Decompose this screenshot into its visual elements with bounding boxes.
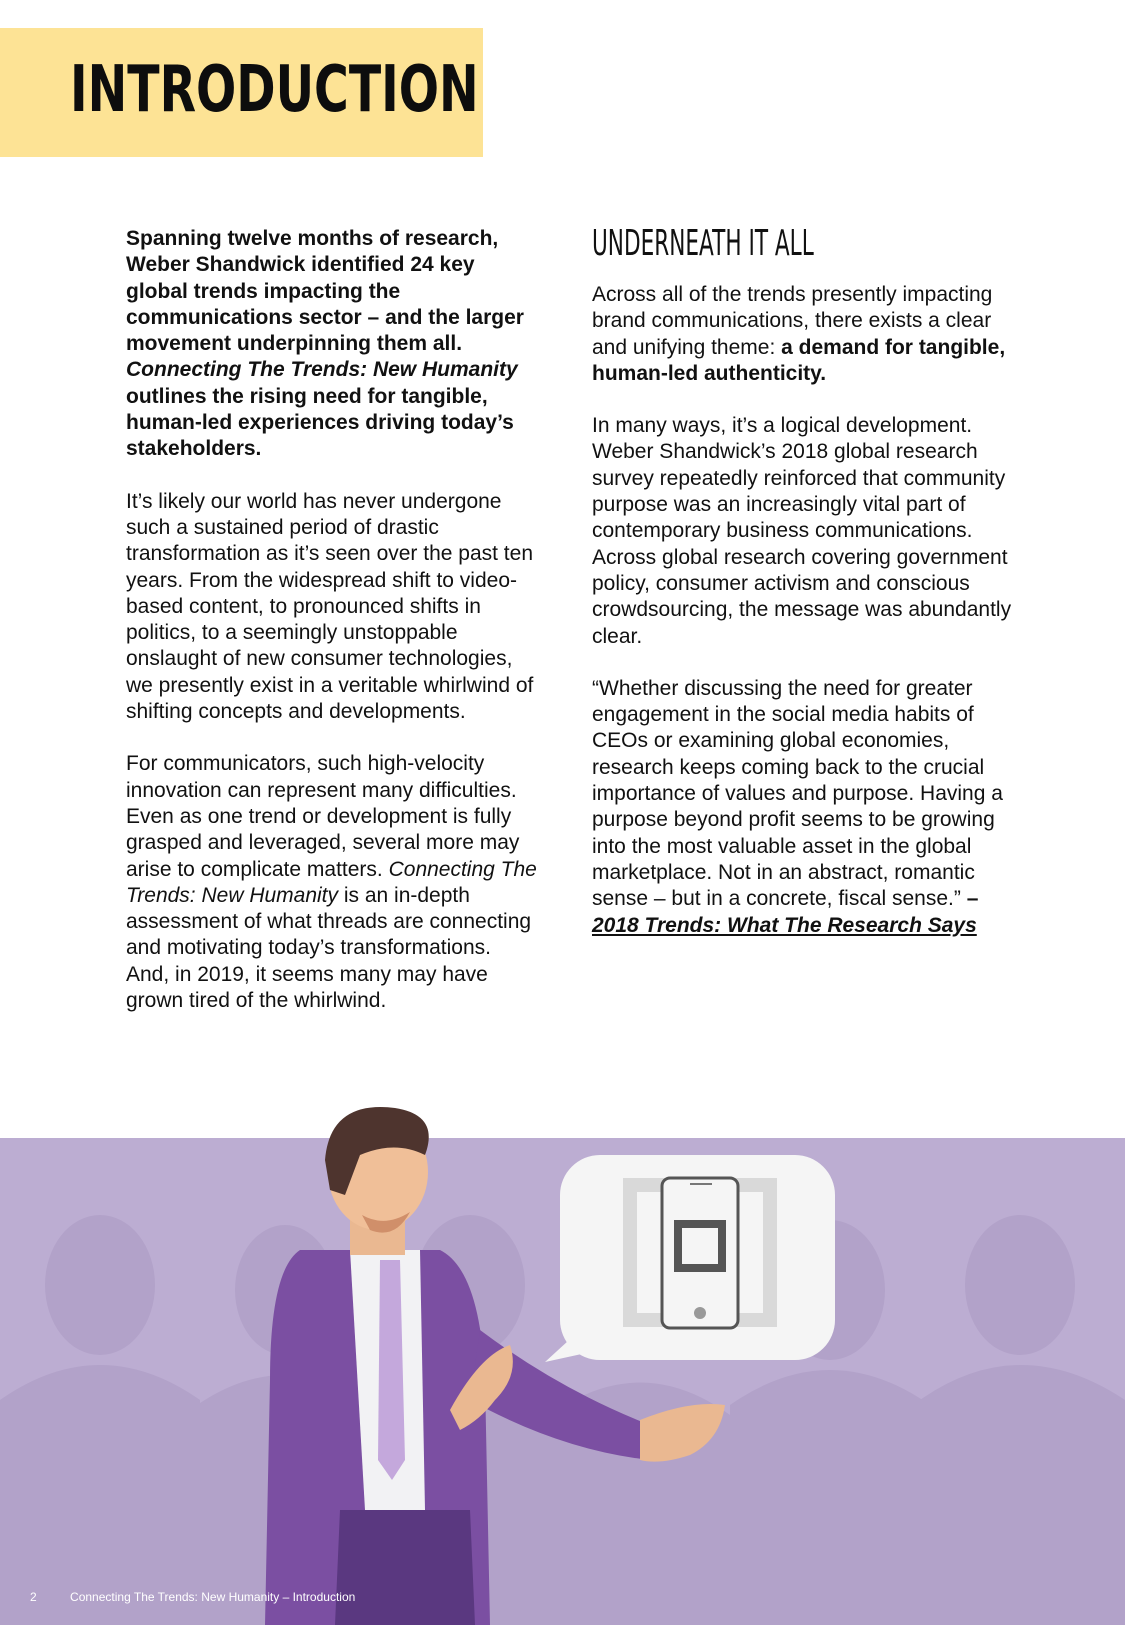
- section-heading: UNDERNEATH IT ALL: [592, 223, 814, 264]
- footer: [30, 1590, 385, 1604]
- right-p1-emphasis: a demand for tangible, human-led authenticity.: [592, 335, 1006, 385]
- page-title: INTRODUCTION: [70, 53, 479, 127]
- lead-text-c: outlines the rising need for tangible, human-led experiences driving today’s stakeholders.: [126, 384, 514, 461]
- right-paragraph-2: In many ways, it’s a logical development. Weber Shandwick’s 2018 global research survey repeatedly reinforced that community purpose was an increasingly vital part of contemporary business communications. Across global research covering government policy, consumer activism and conscious crowdsourcing, the message was abundantly clear.: [592, 414, 1012, 648]
- right-paragraph-1: [592, 282, 1022, 387]
- quote-citation-link[interactable]: 2018 Trends: What The Research Says: [592, 913, 977, 937]
- left-p3-text-c: is an in-depth assessment of what threads are connecting and motivating today’s transformations. And, in 2019, it seems many may have grown tired of the whirlwind.: [126, 883, 532, 1013]
- right-column: [592, 223, 1022, 965]
- lead-paragraph: [126, 226, 538, 463]
- left-paragraph-2: It’s likely our world has never undergone such a sustained period of drastic transformation as it’s seen over the past ten years. From the widespread shift to video-based content, to pronounced shifts in politics, to a seemingly unstoppable onslaught of new consumer technologies, we presently exist in a veritable whirlwind of shifting concepts and developments.: [126, 489, 534, 724]
- left-p3-text-a: For communicators, such high-velocity innovation can represent many difficulties. Even as one trend or development is fully grasped and leveraged, several more may arise to complicate matters.: [126, 752, 520, 881]
- quote-paragraph: [592, 676, 1022, 939]
- left-p3-report-title: Connecting The Trends: New Humanity: [126, 857, 537, 907]
- quote-dash: –: [960, 887, 979, 911]
- left-column: [126, 226, 538, 1040]
- quote-text: “Whether discussing the need for greater engagement in the social media habits of CEOs or examining global economies, research keeps coming back to the crucial importance of values and purpose. Having a purpose beyond profit seems to be growing into the most valuable asset in the global marketplace. Not in an abstract, romantic sense – but in a concrete, fiscal sense.”: [592, 676, 1003, 911]
- lead-text-a: Spanning twelve months of research, Weber Shandwick identified 24 key global trends impacting the communications sector – and the larger movement underpinning them all.: [126, 227, 524, 356]
- footer-text: Connecting The Trends: New Humanity – Introduction: [70, 1590, 356, 1604]
- page-number: 2: [30, 1590, 37, 1604]
- right-p1-text: Across all of the trends presently impacting brand communications, there exists a clear and unifying theme:: [592, 283, 993, 359]
- left-paragraph-3: [126, 751, 538, 1014]
- presenter-illustration: [0, 1100, 1125, 1625]
- smartphone-icon: [662, 1178, 738, 1328]
- title-band: [0, 28, 483, 157]
- lead-report-title: Connecting The Trends: New Humanity: [126, 358, 518, 382]
